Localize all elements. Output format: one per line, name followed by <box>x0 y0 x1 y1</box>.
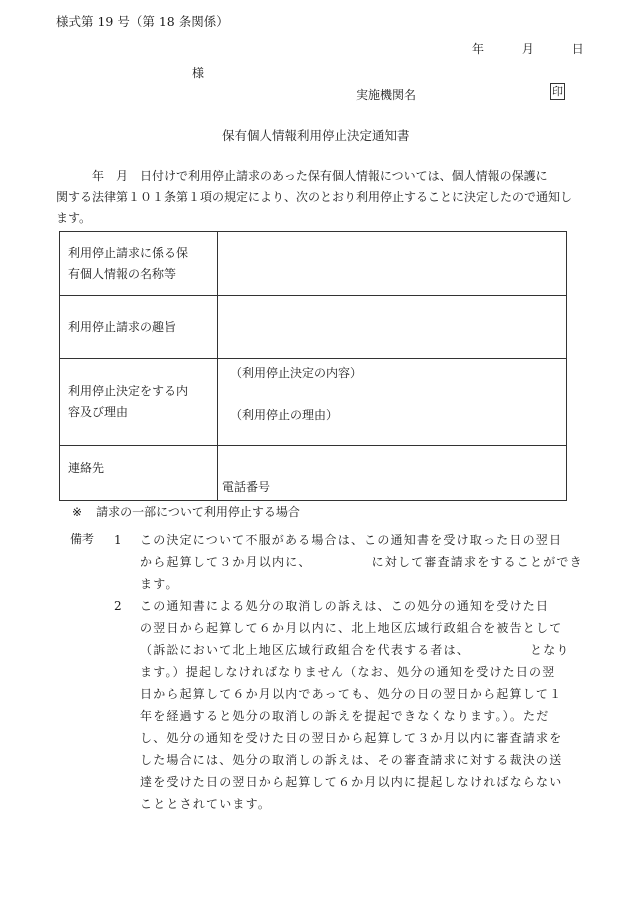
addressee-honorific: 様 <box>192 66 205 80</box>
phone-number-label: 電話番号 <box>222 480 271 494</box>
request-purpose-label: 利用停止請求の趣旨 <box>60 296 218 359</box>
decision-label <box>60 359 218 446</box>
decision-reason-label: （利用停止の理由） <box>230 408 339 422</box>
intro-line: ます。 <box>56 211 92 225</box>
seal-mark: 印 <box>552 85 563 98</box>
date-day-label: 日 <box>571 42 584 56</box>
partial-stop-note <box>72 503 300 520</box>
target-info-value <box>218 232 567 296</box>
note-line: 年を経過すると処分の取消しの訴えを提起できなくなります。）。ただ <box>140 709 550 723</box>
contact-value <box>218 446 567 501</box>
table-row-contact <box>60 446 567 501</box>
document-title: 保有個人情報利用停止決定通知書 <box>222 128 410 143</box>
target-info-label <box>60 232 218 296</box>
note-line: の翌日から起算して６か月以内に、北上地区広域行政組合を被告として <box>140 621 563 635</box>
intro-line: 年 月 日付けで利用停止請求のあった保有個人情報については、個人情報の保護に <box>56 169 548 183</box>
request-purpose-value <box>218 296 567 359</box>
remark-note-1 <box>114 529 583 595</box>
agency-name-label: 実施機関名 <box>356 88 417 102</box>
label-line: 有個人情報の名称等 <box>68 266 177 281</box>
note-line: この通知書による処分の取消しの訴えは、この処分の通知を受けた日 <box>140 599 550 613</box>
decision-table <box>59 231 567 501</box>
note-line: （訴訟において北上地区広域行政組合を代表する者は、 となり <box>140 643 570 657</box>
note-line: し、処分の通知を受けた日の翌日から起算して３か月以内に審査請求を <box>140 731 563 745</box>
reference-mark: ※ <box>72 505 83 519</box>
form-number: 様式第 19 号（第 18 条関係） <box>56 14 229 29</box>
decision-value <box>218 359 567 446</box>
remarks-label: 備考 <box>70 532 95 546</box>
note-line: した場合には、処分の取消しの訴えは、その審査請求に対する裁決の送 <box>140 753 563 767</box>
intro-line: 関する法律第１０１条第１項の規定により、次のとおり利用停止することに決定したので通知し <box>56 190 573 204</box>
decision-content-label: （利用停止決定の内容） <box>230 366 363 380</box>
date-line <box>472 40 584 57</box>
contact-label: 連絡先 <box>60 446 218 501</box>
note-line: 日から起算して６か月以内であっても、処分の日の翌日から起算して１ <box>140 687 563 701</box>
note-number: 1 <box>114 533 123 547</box>
note-line: 達を受けた日の翌日から起算して６か月以内に提起しなければならない <box>140 775 563 789</box>
table-row-request-purpose <box>60 296 567 359</box>
date-year-label: 年 <box>472 42 485 56</box>
note-line: ます。）提起しなければなりません（なお、処分の通知を受けた日の翌 <box>140 665 556 679</box>
note-line: ます。 <box>140 577 179 591</box>
table-row-decision <box>60 359 567 446</box>
note-number: 2 <box>114 599 123 613</box>
intro-paragraph <box>56 166 576 229</box>
label-line: 利用停止請求に係る保 <box>68 245 189 260</box>
note-line: この決定について不服がある場合は、この通知書を受け取った日の翌日 <box>140 533 563 547</box>
table-row-target-info <box>60 232 567 296</box>
remark-note-2 <box>114 595 570 815</box>
partial-stop-text: 請求の一部について利用停止する場合 <box>96 505 300 519</box>
label-line: 容及び理由 <box>68 405 129 419</box>
note-line: から起算して３か月以内に、 に対して審査請求をすることができ <box>140 555 583 569</box>
label-line: 利用停止決定をする内 <box>68 384 189 398</box>
date-month-label: 月 <box>521 42 534 56</box>
note-line: こととされています。 <box>140 797 272 811</box>
